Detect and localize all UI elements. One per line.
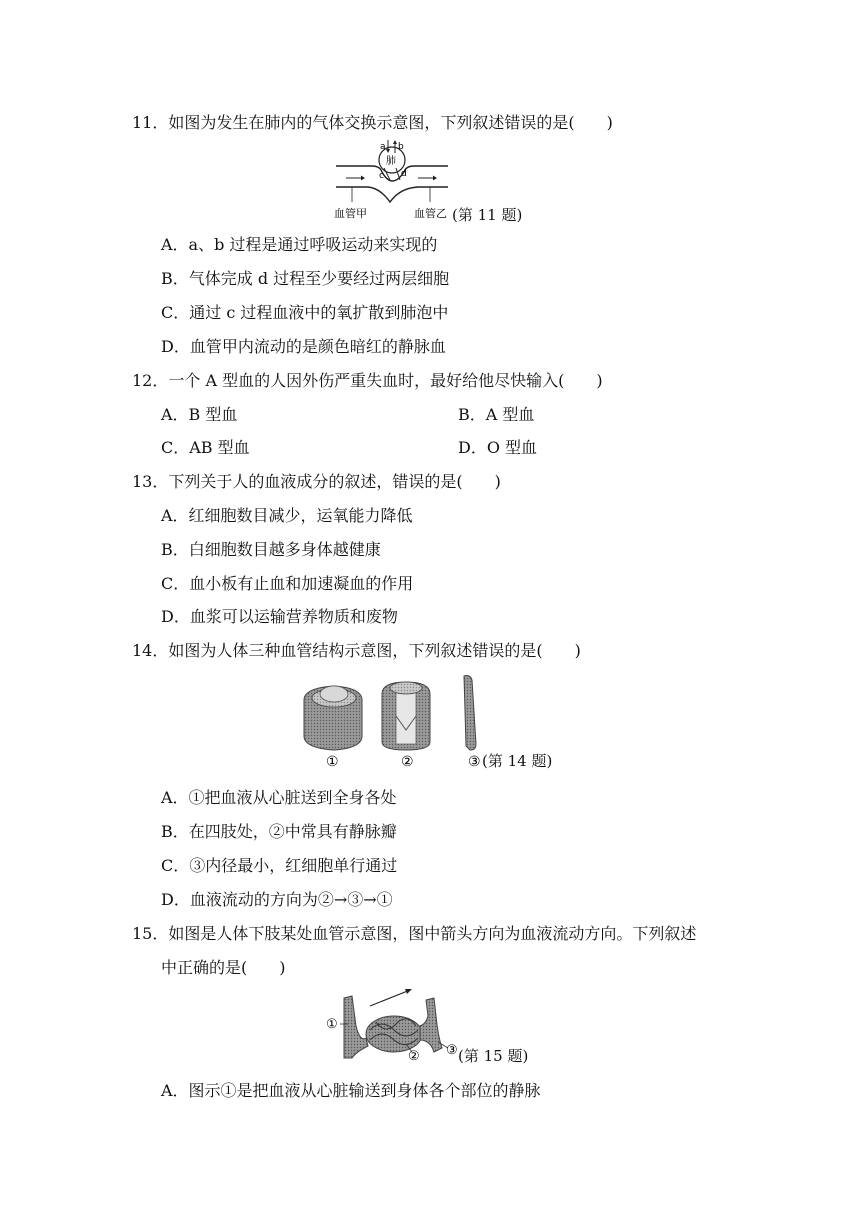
label-d: d [401,169,407,179]
label-vessel-b: 血管乙 [414,207,447,220]
q15-option-a: A．图示①是把血液从心脏输送到身体各个部位的静脉 [161,1081,541,1100]
label-a: a [380,142,386,152]
label-lung: 肺 [386,156,396,167]
q11-option-b: B．气体完成 d 过程至少要经过两层细胞 [161,269,450,288]
label-1: ① [326,1017,338,1032]
q13-option-d: D．血浆可以运输营养物质和废物 [161,607,398,626]
q11-option-a: A．a、b 过程是通过呼吸运动来实现的 [161,235,438,254]
q11-option-c: C．通过 c 过程血液中的氧扩散到肺泡中 [161,303,449,322]
q12-option-d: D．O 型血 [458,438,538,457]
label-2: ② [408,1049,420,1064]
label-3: ③ [446,1043,458,1058]
q15-capillary-network-diagram [326,986,461,1066]
q12-option-b: B．A 型血 [458,405,535,424]
q14-stem: 14．如图为人体三种血管结构示意图，下列叙述错误的是( ) [132,641,581,660]
label-vessel-a: 血管甲 [334,207,367,220]
label-b: b [398,142,404,152]
q14-blood-vessels-diagram [298,674,488,770]
label-c: c [379,171,384,181]
q15-stem-line2: 中正确的是( ) [161,958,286,977]
label-1: ① [326,754,339,770]
q14-option-c: C．③内径最小，红细胞单行通过 [161,856,398,875]
q14-caption: (第 14 题) [482,752,553,770]
q13-stem: 13．下列关于人的血液成分的叙述，错误的是( ) [132,472,501,491]
q12-stem: 12．一个 A 型血的人因外伤严重失血时，最好给他尽快输入( ) [132,371,603,390]
q13-option-c: C．血小板有止血和加速凝血的作用 [161,574,414,593]
q11-option-d: D．血管甲内流动的是颜色暗红的静脉血 [161,337,446,356]
q14-option-b: B．在四肢处，②中常具有静脉瓣 [161,822,397,841]
q14-option-a: A．①把血液从心脏送到全身各处 [161,788,397,807]
q12-option-c: C．AB 型血 [161,438,250,457]
q13-option-a: A．红细胞数目减少，运氧能力降低 [161,506,413,525]
q12-option-a: A．B 型血 [161,405,238,424]
label-2: ② [401,754,414,770]
q15-stem-line1: 15．如图是人体下肢某处血管示意图，图中箭头方向为血液流动方向。下列叙述 [132,924,697,943]
q11-gas-exchange-diagram [330,138,455,222]
q15-caption: (第 15 题) [458,1047,529,1065]
q11-stem: 11．如图为发生在肺内的气体交换示意图，下列叙述错误的是( ) [132,113,613,132]
q11-caption: (第 11 题) [452,206,523,224]
label-3: ③ [468,754,481,770]
q14-option-d: D．血液流动的方向为②→③→① [161,890,393,909]
q13-option-b: B．白细胞数目越多身体越健康 [161,540,381,559]
